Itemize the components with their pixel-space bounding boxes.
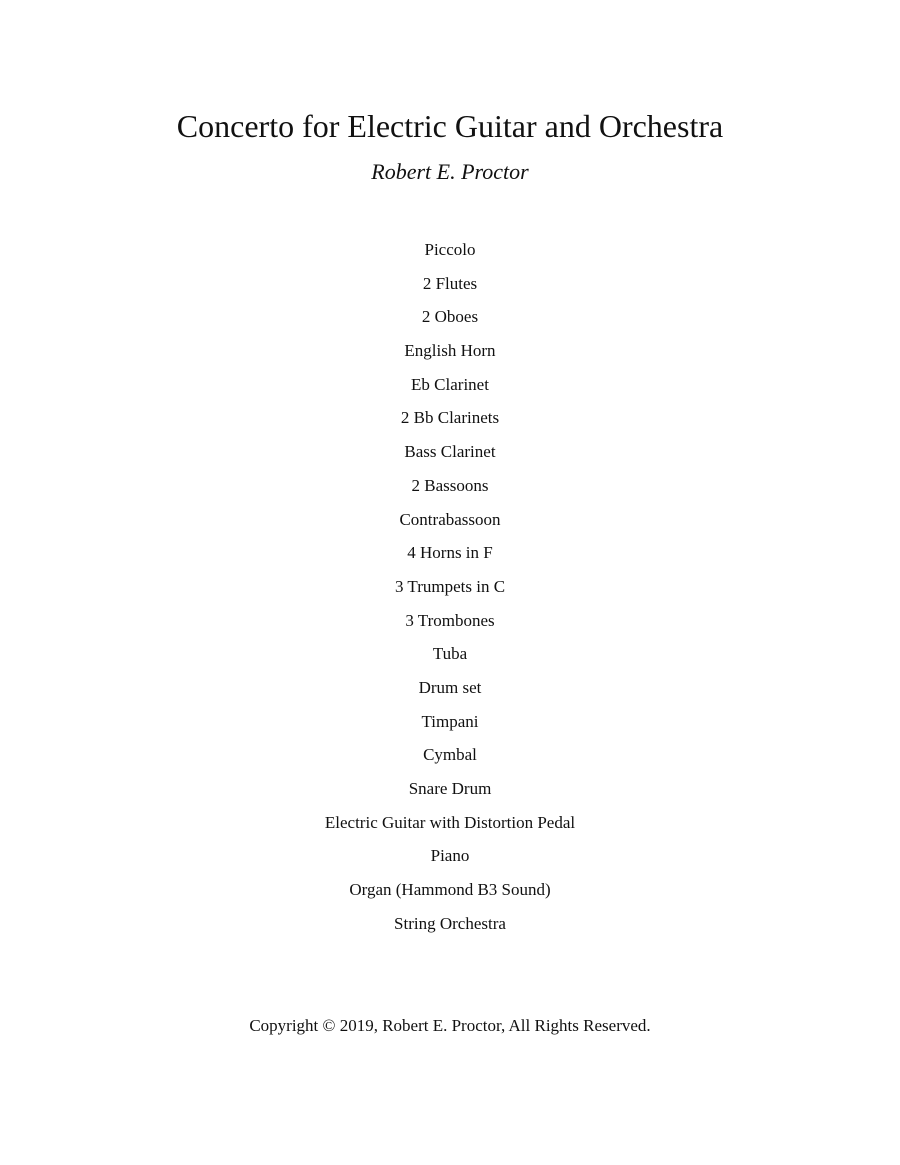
instrument-item: English Horn <box>404 341 496 361</box>
instrument-item: Drum set <box>418 677 482 697</box>
instrument-item: Piccolo <box>424 240 476 259</box>
instrument-item: 4 Horns in F <box>407 543 493 563</box>
instrument-item: Bass Clarinet <box>404 442 496 462</box>
instrument-item: String Orchestra <box>394 913 506 933</box>
instrument-item: 2 Oboes <box>421 307 479 327</box>
instrumentation-list <box>0 238 900 945</box>
instrument-item: 3 Trombones <box>405 610 495 630</box>
instrument-item: Cymbal <box>423 745 477 765</box>
instrument-item: 2 Bassoons <box>411 475 489 495</box>
instrument-item: Organ (Hammond B3 Sound) <box>349 880 551 900</box>
composer-name: Robert E. Proctor <box>371 159 529 184</box>
instrument-item: Eb Clarinet <box>411 374 489 394</box>
copyright-notice: Copyright © 2019, Robert E. Proctor, All Rights Reserved. <box>249 1016 651 1035</box>
instrument-item: Timpani <box>421 711 479 731</box>
instrument-item: 2 Flutes <box>422 273 478 293</box>
instrument-item: Snare Drum <box>408 779 492 798</box>
instrument-item: 3 Trumpets in C <box>394 576 506 596</box>
page-title: Concerto for Electric Guitar and Orchestra <box>176 108 724 144</box>
instrument-item: 2 Bb Clarinets <box>400 408 500 428</box>
instrument-item: Contrabassoon <box>399 509 501 529</box>
instrument-item: Piano <box>430 846 470 866</box>
instrument-item: Tuba <box>432 644 468 664</box>
instrument-item: Electric Guitar with Distortion Pedal <box>324 812 576 832</box>
